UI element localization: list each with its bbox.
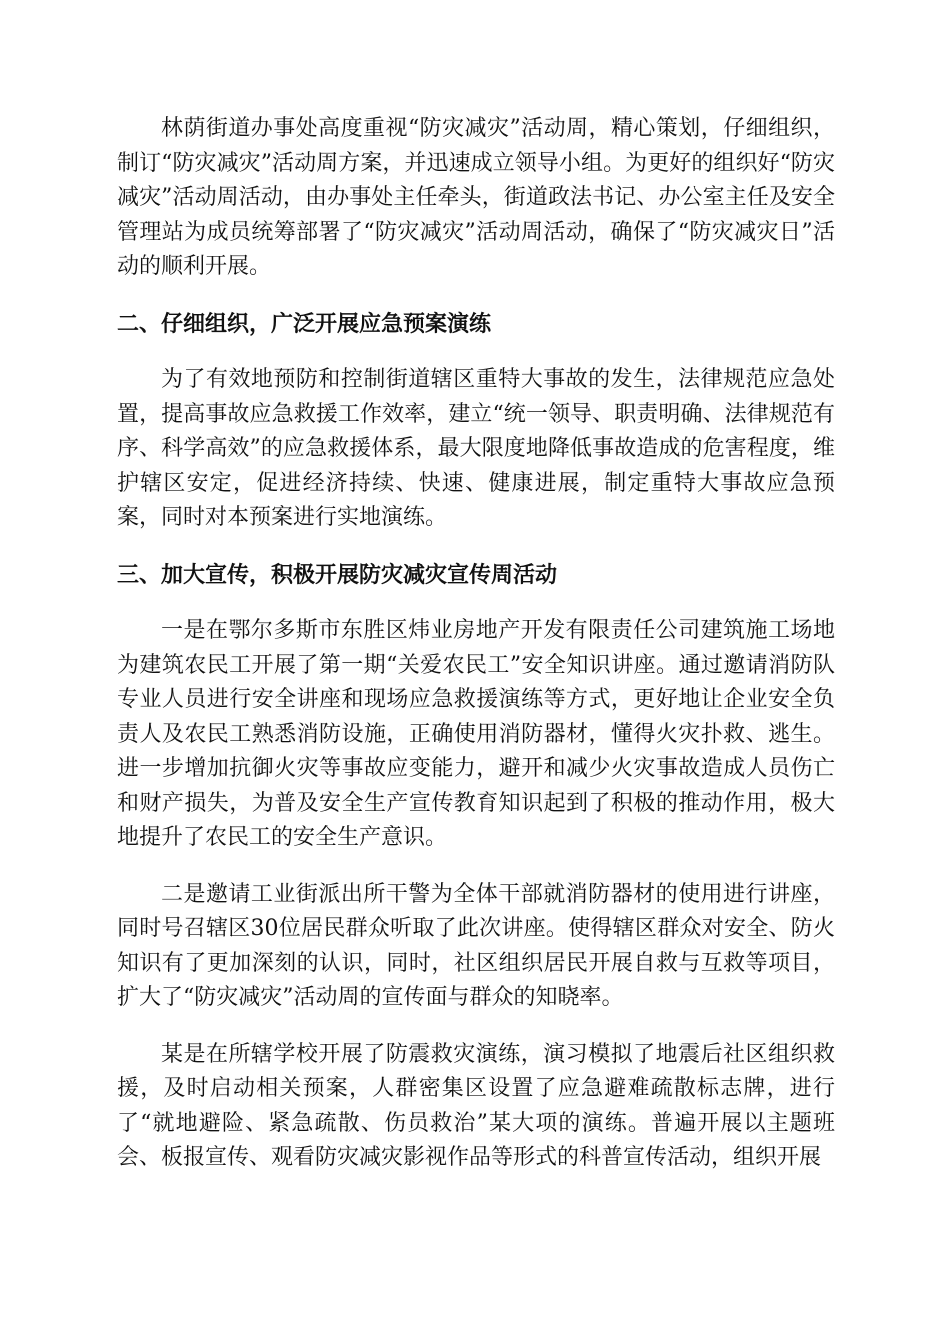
paragraph-leadership: 林荫街道办事处高度重视“防灾减灾”活动周，精心策划，仔细组织，制订“防灾减灾”活动周方案，并迅速成立领导小组。为更好的组织好“防灾减灾”活动周活动，由办事处主任牵头，街道政法书记、办公室主任及安全管理站为成员统筹部署了“防灾减灾”活动周活动，确保了“防灾减灾日”活动的顺利开展。	[117, 116, 835, 279]
section-heading-2: 二、仔细组织，广泛开展应急预案演练	[117, 310, 492, 337]
paragraph-migrant-workers: 一是在鄂尔多斯市东胜区炜业房地产开发有限责任公司建筑施工场地为建筑农民工开展了第一期“关爱农民工”安全知识讲座。通过邀请消防队专业人员进行安全讲座和现场应急救援演练等方式，更好地让企业安全负责人及农民工熟悉消防设施，正确使用消防器材，懂得火灾扑救、逃生。进一步增加抗御火灾等事故应变能力，避开和减少火灾事故造成人员伤亡和财产损失，为普及安全生产宣传教育知识起到了积极的推动作用，极大地提升了农民工的安全生产意识。	[117, 618, 835, 850]
section-heading-3: 三、加大宣传，积极开展防灾减灾宣传周活动	[117, 561, 558, 588]
paragraph-emergency-plan: 为了有效地预防和控制街道辖区重特大事故的发生，法律规范应急处置，提高事故应急救援工作效率，建立“统一领导、职责明确、法律规范有序、科学高效”的应急救援体系，最大限度地降低事故造成的危害程度，维护辖区安定，促进经济持续、快速、健康进展，制定重特大事故应急预案，同时对本预案进行实地演练。	[117, 367, 835, 530]
paragraph-school-drill: 某是在所辖学校开展了防震救灾演练，演习模拟了地震后社区组织救援，及时启动相关预案，人群密集区设置了应急避难疏散标志牌，进行了“就地避险、紧急疏散、伤员救治”某大项的演练。普遍开展以主题班会、板报宣传、观看防灾减灾影视作品等形式的科普宣传活动，组织开展	[117, 1041, 835, 1170]
document-page	[117, 112, 835, 1176]
paragraph-police-lecture: 二是邀请工业街派出所干警为全体干部就消防器材的使用进行讲座，同时号召辖区30位居民群众听取了此次讲座。使得辖区群众对安全、防火知识有了更加深刻的认识，同时，社区组织居民开展自救与互救等项目，扩大了“防灾减灾”活动周的宣传面与群众的知晓率。	[117, 881, 835, 1010]
